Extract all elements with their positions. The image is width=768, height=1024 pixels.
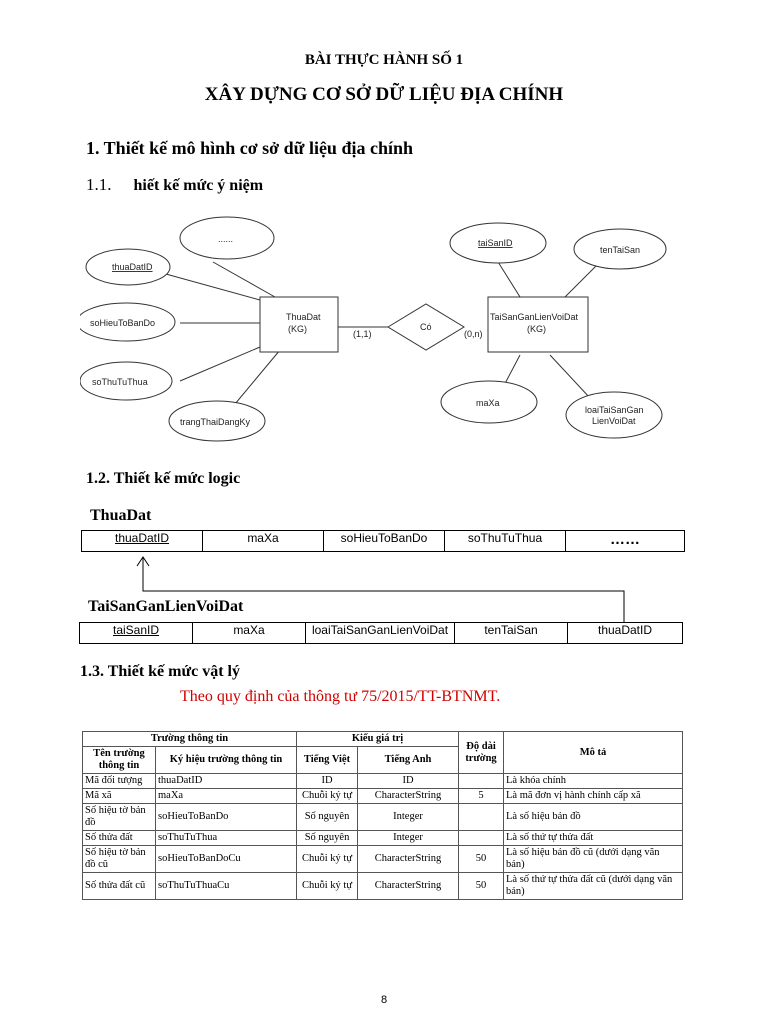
logic-t2-col-loaitaisan: loaiTaiSanGanLienVoiDat (306, 623, 455, 644)
cell-type-vi: Số nguyên (297, 831, 358, 846)
cell-type-vi: Số nguyên (297, 804, 358, 831)
cell-type-en: CharacterString (358, 789, 459, 804)
er-card-right: (0,n) (464, 329, 483, 339)
head-type-en: Tiếng Anh (358, 747, 459, 774)
head-description: Mô tả (504, 732, 683, 774)
cell-name: Số hiệu tờ bản đồ cũ (83, 846, 156, 873)
cell-symbol: soHieuToBanDoCu (156, 846, 297, 873)
section-1-2-heading: 1.2. Thiết kế mức logic (86, 470, 241, 487)
logic-t1-col-sothututhua: soThuTuThua (445, 531, 566, 552)
cell-length (459, 774, 504, 789)
logic-table-thuadat (81, 530, 685, 552)
logic-t2-col-maxa: maXa (193, 623, 306, 644)
table-row (83, 804, 683, 831)
table-row (83, 846, 683, 873)
logic-t2-col-thuadatid: thuaDatID (568, 623, 683, 644)
section-1-3-heading: 1.3. Thiết kế mức vật lý (80, 663, 240, 680)
er-attr-trangthaidangky: trangThaiDangKy (180, 417, 251, 427)
cell-desc: Là số hiệu bản đồ (504, 804, 683, 831)
cell-length (459, 804, 504, 831)
cell-name: Số thửa đất cũ (83, 873, 156, 900)
physical-note: Theo quy định của thông tư 75/2015/TT-BTNMT. (180, 688, 501, 705)
section-1-1-number: 1.1. (86, 175, 112, 194)
logic-t2-col-tentaisan: tenTaiSan (455, 623, 568, 644)
cell-desc: Là mã đơn vị hành chính cấp xã (504, 789, 683, 804)
cell-desc: Là số hiệu bản đồ cũ (dưới dạng văn bản) (504, 846, 683, 873)
cell-type-vi: Chuỗi ký tự (297, 846, 358, 873)
logic-t1-col-more: …… (566, 531, 685, 552)
logic-t1-col-sohieutobando: soHieuToBanDo (324, 531, 445, 552)
head-length: Độ dài trường (459, 732, 504, 774)
er-entity-taisan: TaiSanGanLienVoiDat (490, 312, 579, 322)
er-attr-taisanid: taiSanID (478, 238, 513, 248)
er-attr-loaitaisan-1: loaiTaiSanGan (585, 405, 644, 415)
section-1-1-heading (86, 175, 263, 195)
logic-t1-col-thuadatid: thuaDatID (82, 531, 203, 552)
logic-t2-col-taisanid: taiSanID (80, 623, 193, 644)
cell-desc: Là khóa chính (504, 774, 683, 789)
cell-name: Số thửa đất (83, 831, 156, 846)
cell-type-en: CharacterString (358, 846, 459, 873)
cell-type-vi: ID (297, 774, 358, 789)
cell-desc: Là số thứ tự thửa đất (504, 831, 683, 846)
section-1-1-text: hiết kế mức ý niệm (133, 177, 264, 194)
cell-type-vi: Chuỗi ký tự (297, 873, 358, 900)
er-attr-maxa: maXa (476, 398, 500, 408)
cell-type-en: Integer (358, 831, 459, 846)
cell-length: 5 (459, 789, 504, 804)
page-number: 8 (380, 994, 388, 1006)
cell-desc: Là số thứ tự thửa đất cũ (dưới dạng văn bản) (504, 873, 683, 900)
er-attr-thuadatid: thuaDatID (112, 262, 153, 272)
cell-symbol: maXa (156, 789, 297, 804)
er-card-left: (1,1) (353, 329, 372, 339)
table-row (83, 789, 683, 804)
er-relation-co: Có (420, 322, 432, 332)
doc-title-line1: BÀI THỰC HÀNH SỐ 1 (304, 52, 464, 68)
cell-name: Số hiệu tờ bản đồ (83, 804, 156, 831)
section-1-heading: 1. Thiết kế mô hình cơ sở dữ liệu địa chính (86, 138, 413, 158)
cell-length: 50 (459, 846, 504, 873)
table-row (83, 873, 683, 900)
cell-type-en: ID (358, 774, 459, 789)
head-group-types: Kiểu giá trị (297, 732, 459, 747)
cell-symbol: soThuTuThuaCu (156, 873, 297, 900)
er-attr-sohieutobando: soHieuToBanDo (90, 318, 156, 328)
head-group-fields: Trường thông tin (83, 732, 297, 747)
cell-name: Mã đối tượng (83, 774, 156, 789)
er-attr-tentaisan: tenTaiSan (600, 245, 641, 255)
physical-table (82, 731, 683, 900)
cell-type-en: Integer (358, 804, 459, 831)
logic-table1-name: ThuaDat (90, 507, 152, 524)
logic-table2-name: TaiSanGanLienVoiDat (88, 598, 244, 615)
table-row (83, 831, 683, 846)
er-attr-sothututhua: soThuTuThua (92, 377, 148, 387)
table-row (83, 774, 683, 789)
logic-table-taisan (79, 622, 683, 644)
cell-symbol: thuaDatID (156, 774, 297, 789)
cell-type-en: CharacterString (358, 873, 459, 900)
head-field-symbol: Ký hiệu trường thông tin (156, 747, 297, 774)
cell-symbol: soThuTuThua (156, 831, 297, 846)
cell-symbol: soHieuToBanDo (156, 804, 297, 831)
cell-length (459, 831, 504, 846)
er-entity-thuadat-kg: (KG) (288, 324, 307, 334)
doc-title-line2: XÂY DỰNG CƠ SỞ DỮ LIỆU ĐỊA CHÍNH (204, 84, 564, 105)
head-field-name: Tên trường thông tin (83, 747, 156, 774)
logic-t1-col-maxa: maXa (203, 531, 324, 552)
er-diagram (80, 205, 680, 450)
cell-name: Mã xã (83, 789, 156, 804)
er-entity-taisan-kg: (KG) (527, 324, 546, 334)
er-attr-dots: ...... (218, 234, 234, 244)
er-entity-thuadat: ThuaDat (286, 312, 321, 322)
cell-length: 50 (459, 873, 504, 900)
er-attr-loaitaisan-2: LienVoiDat (592, 416, 636, 426)
cell-type-vi: Chuỗi ký tự (297, 789, 358, 804)
head-type-vi: Tiếng Việt (297, 747, 358, 774)
